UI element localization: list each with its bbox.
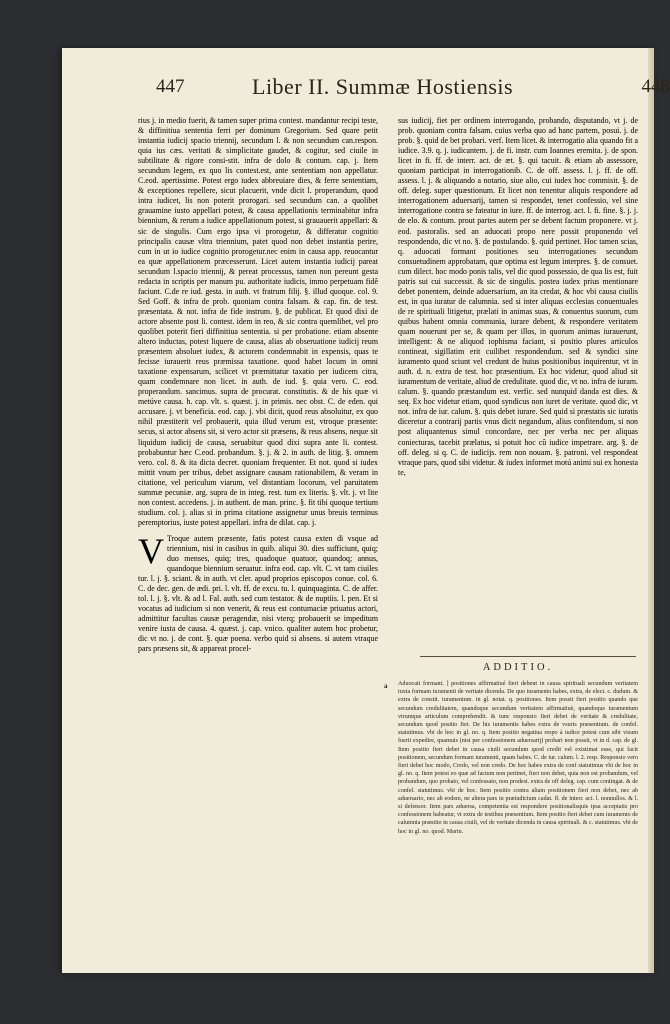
running-title: Liber II. Summæ Hostiensis [252, 74, 514, 99]
left-page-number: 447 [156, 76, 185, 97]
left-paragraph-2-text: Troque autem præsente, fatis potest causa exten di vsque ad triennium, nisi in casibus in quib. aliqui 30. dies sufficiunt, quiq; duo menses, quiq; tres, quadoque quatuor, quandoq; annus, quandoque biennium seruatur. infra eod. cap. vlt. C. vt tam ciuiles tur. l. j. §. sciant. & in auth. vt cler. apud proprios episcopos conue. col. 6. C. de dec. gen. de ædi. pri. l. vlt. ff. de excu. tu. l. quinquaginta. C. de affer. tol. l. j. §. vlt. & ad l. Fal. auth. sed cum testator. & de nuptiis. l. pen. Et si vocatus ad iudicium si non venerit, & reus est contumaciæ priuatus actori, admittitur facultas causæ peragendæ, nisi vterq; probauerit se impeditum venire iusta de causa. 4. quæst. j. cap. vnico. qualiter autem hoc probetur, dic vt no. j. de cont. §. quæ poena. verbo quid si absens. si autem vtraque pars præsens sit, & appareat procel- [138, 533, 378, 654]
right-paragraph-1: sus iudicij, fiet per ordinem interrogando, probando, disputando, vt j. de prob. quoniam contra falsam. cuius verba quo ad hanc partem, posui. j. de prob. §. quid de bet probari. verf. Item licet. & interrogatio alia quando fit a iudice. 3.9. q. j. iudicantem. j. de fi. instr. cum Ioannes eremita. j. de spon. licet in fi. ff. de interr. act. de æt. §. qui tacuit. & etiam ab assessore, quoniam participat in interrogationib. C. de off. assess. l. j. ff. de off. assess. l. j. & aliquando a notario, siue alio, cui iudex hoc commisit. §. de off. deleg. super quæstionum. Et licet non tenentur aliquis respondere ad interrogationem aduersarij, tamen si respondet, tenet confessio, vel sine interrogatione contra se fateatur in iure. ff. de interrog. act. l. fi. fine. §. j. j. de elo. & contum. prout partes autem per se debent factum proponere. vt j. eod. pastoralis. sed an aduocati propo nere possit proponendo vel respondendo, dic vt no. §. de postulando. §. quid pertinet. Hoc tamen scias, q. aduocati formant positiones seu interrogationes secundum consuetudinem approbatam, quæ optima est legum interpres. §. de consuet. cum dilect. hoc modo ponis talis, vel dic quod possessio, de qua lis est, fuit patris sui cui successit. & sic de singulis. postea iudex prius mentionare debet ponentem, deinde aduersarium, an ita credat, & hoc vbi causa ciuilis est, in qua iuratur de calumnia. sed si inter aliquas ecclesias conuentuales de re spirituali litigetur, prælati in animas suas, & conuentus suorum, cum quibus habent omnia communia, iurare debent, & respondere veritatem quam nouerunt per se, & quam per illos, in quorum animas iurauerunt, intelligent: & ne aliquod iophisma faciant, si positio plures articulos contineat, sigillatim erit cuilibet respondendum. sed & syndici sine iuramento quod sciunt vel credunt de huius positionibus inquirentur, vt in auth. d. n. extra de test. hoc præsentium. Ex hoc videtur, quod aliud sit iuramentum de veritate, aliud de credulitate. quod dic, vt no. infra de iuram. calum. §. quando præstandum est. verfic. sed nunquid danda est dies. & seq. Ex hoc videtur etiam, quod syndicus non iuret de veritate. quod dic, vt not. infra de iur. calum. §. quis debet iurare. Sed quid si præstatis sic iuratis diceretur a contrarij partis vnus dicit negandum, alius confitendum, si non post aliquantenus simul concordare, nec per verba nec per aliquas coniecturas, tacebit prælatus, si potuit hoc cû iudice impetrare. arg. §. de off. deleg. si q. C. de iudicijs. rem non nouam. §. patroni. vel respondeat vtraque pars, quod sibi videtur. & iudex informet motú animi sui ex honesta te, [398, 116, 638, 477]
additio-text: Aduocati formant. ] positiones affirmatiué fieri debent in causa spirituali secundum veritatem iuxta formam iuramenti de veritate dicenda. De quo iuramento habes, extra, de elect. c. dudum. & extra de constit. iuramentum. in gl. notat. q. positiones. Item possit fieri positio quando que secundum credulitatem, quandoque secundum veritatem affirmatiuè, quandoque iuramentum vtrumque articulum comprehendit. & tunc responsio fieri debet de veritate & credulitate, secundum quod positio fiet. De his iuramentis habes extra de vsuris præsentium. de confel. statutimus. vbi de hoc in gl. no. q. Item positio negatiua respo à iudice potest cum sibi visum fuerit expedire, quamuis (nisi per confessionem aduersarij) probari non possit, vt in d. cap. de gl. Item positio fieri debet in causa ciuili secundum quod credit vel existimat esse, qui facit positionem, secundum formam iuramenti, quam habes. C. de iur. calum. l. 2. resp. Responsio vero fieri debet hoc modo, Credo, vel non credo. De hoc habes extra de conf statutimus vbi de hoc in gl. no. q. Item potest eo quæ ad factum non pertinet, fieri non debet, quia non est probandum, vel probandum, quo probato, vel confessato, non prodest. extra de off deleg. cap. cum contingat. & de confel. statutimus. vbi de hoc. Item positio contra aliam positionem fieri non debet, nec ab aduersario, nec ab eodem, ne altera pars in præiudicium cadat. ff. de interr. act. l. nonnullos. & l. si defensor. Item pars aduersa, competentia est respondere positionalisquis ipsa acceptatis pro confessionem habeatur, vt extra de testibus præsentium. Item positio fieri debet cum iuramento de calumnia præstito in causa ciuili, vel de veritate dicenda in causa spirituali. & c. statutimus. vbi de hoc in gl. no. quod. Marin. [398, 681, 638, 835]
additio-text-column [398, 680, 638, 970]
left-paragraph-1: rius j. in medio fuerit, & tamen super prima contest. mandantur recipi teste, & diffinitiua sententia ferri per dominum Gregorium. Sed quare petit instantia iudicij spacio triennij, secundum l. & non secundum can.respon. quia ius cæs. veritati & simplicitate gaudet, & cogitur, sed ciuile in subtilitate & rigore consi-stit. infra de dolo & contum. cap. j. Item secundum legem, ex quo lis contest.est, ante sententiam non appellatur. C.eod. apertissime. Potest ergo iudex abbreuiare dies, & ferre sententiam, & exceptiones repellere, sicut placuerit, vnde dicit l. properandum, quod intra iudicet, lis non poterit prorogari. sed secundum can. a quolibet grauamine iusto appellari potest, & causa appellationis terminabitur infra biennium, & rerum a iudice appellationum potest, si grauauerit appellari: & sic de singulis. Cum ergo ipsa vi prorogetur, & differatur cognitio principalis causæ vltra triennium, patet quod non debet instantia perire, cum in ut io iudice cognitio prorogetur.nec enim in causa app. reuocantur ea quæ appellationem præcesserunt. Licet autem instantia iudicij pareat secundum l.spacio triennij, & pereat processus, tamen non pereunt gesta redacta in scriptis per manum pu. authoritate iudicis, immo perpetuam fidê faciunt. C.de re iud. gesta. in auth. vt fratrum filij. §. illud quoque. col. 9. Sed Goff. & infra de prob. quoniam contra falsam. & cap. fin. de test. præsentata. & not. infra de fide instrum. §. de publicat. Et quod dixi de actore absente post li. contest. idem in reo, & sic contra quemlibet, vel pro quolibet poterit fieri diffinitiua sententia. si per probatione. etiam absente altero inductas, potest liquere de causa, alias ab obseruatione iudicij reum præsentem absoluet iudex, & actorem condemnabit in expensis, quas te fecisse iurauerit reus præmissa taxatione. quod habet locum in omni taxatione expensarum, scilicet vt præmittatur taxatio per iudicem citra, quam condemnare non licet. in auth. de iud. §. quia vero. C. eod. properandum. sancimus. supra de procurat. constitutis. & de his quæ vi metúve causa. h. cap. vlt. s. quæst. j. in primis. nec obst. C. de eden. qui accusare. j. vt beneficia. eod. cap. j. vbi dicit, quod reus absoluitur, ex quo nihil præstiterit vel probauerit, quia illud verum est, vtroque præsente: secus, si actor absens sit, si vero actor sit præsens, & reus absens, neque sit liquidum iudicij de causa, seruabitur quod dixi supra ante li. contest. probabuntur hæc C.eod. probandum. §. j. & 2. in auth. de litig. §. omnem vero. col. 8. & ita dicta decret. quoniam frequenter. Et not. quod si iudex mittit vnum per tribus, debet assignare causam rationabilem, & veram in citatione, vel periculum viarum, vel distantiam locorum, vel paruitatem summæ pecuniæ. arg. supra de in integ. rest. tum ex literis. §. vlt. j. vt lite non contest. accedens. j. in authent. de man. princ. §. fit tibi quoque tertium studium. col. j. alias si in prima citatione assignetur unus breuis terminus peremptorius, iuste potest appellari. infra de dilat. cap. j. [138, 116, 378, 527]
left-paragraph-2 [138, 530, 378, 655]
additio-heading: ADDITIO. [482, 662, 554, 673]
left-text-column [138, 116, 378, 976]
additio-divider [420, 656, 636, 657]
page-edge [648, 48, 654, 973]
additio-margin-letter: a [384, 682, 388, 690]
right-text-column [398, 116, 638, 646]
running-header [156, 70, 670, 100]
drop-cap-letter: V [138, 530, 164, 571]
right-page-number: 448 [641, 76, 670, 97]
